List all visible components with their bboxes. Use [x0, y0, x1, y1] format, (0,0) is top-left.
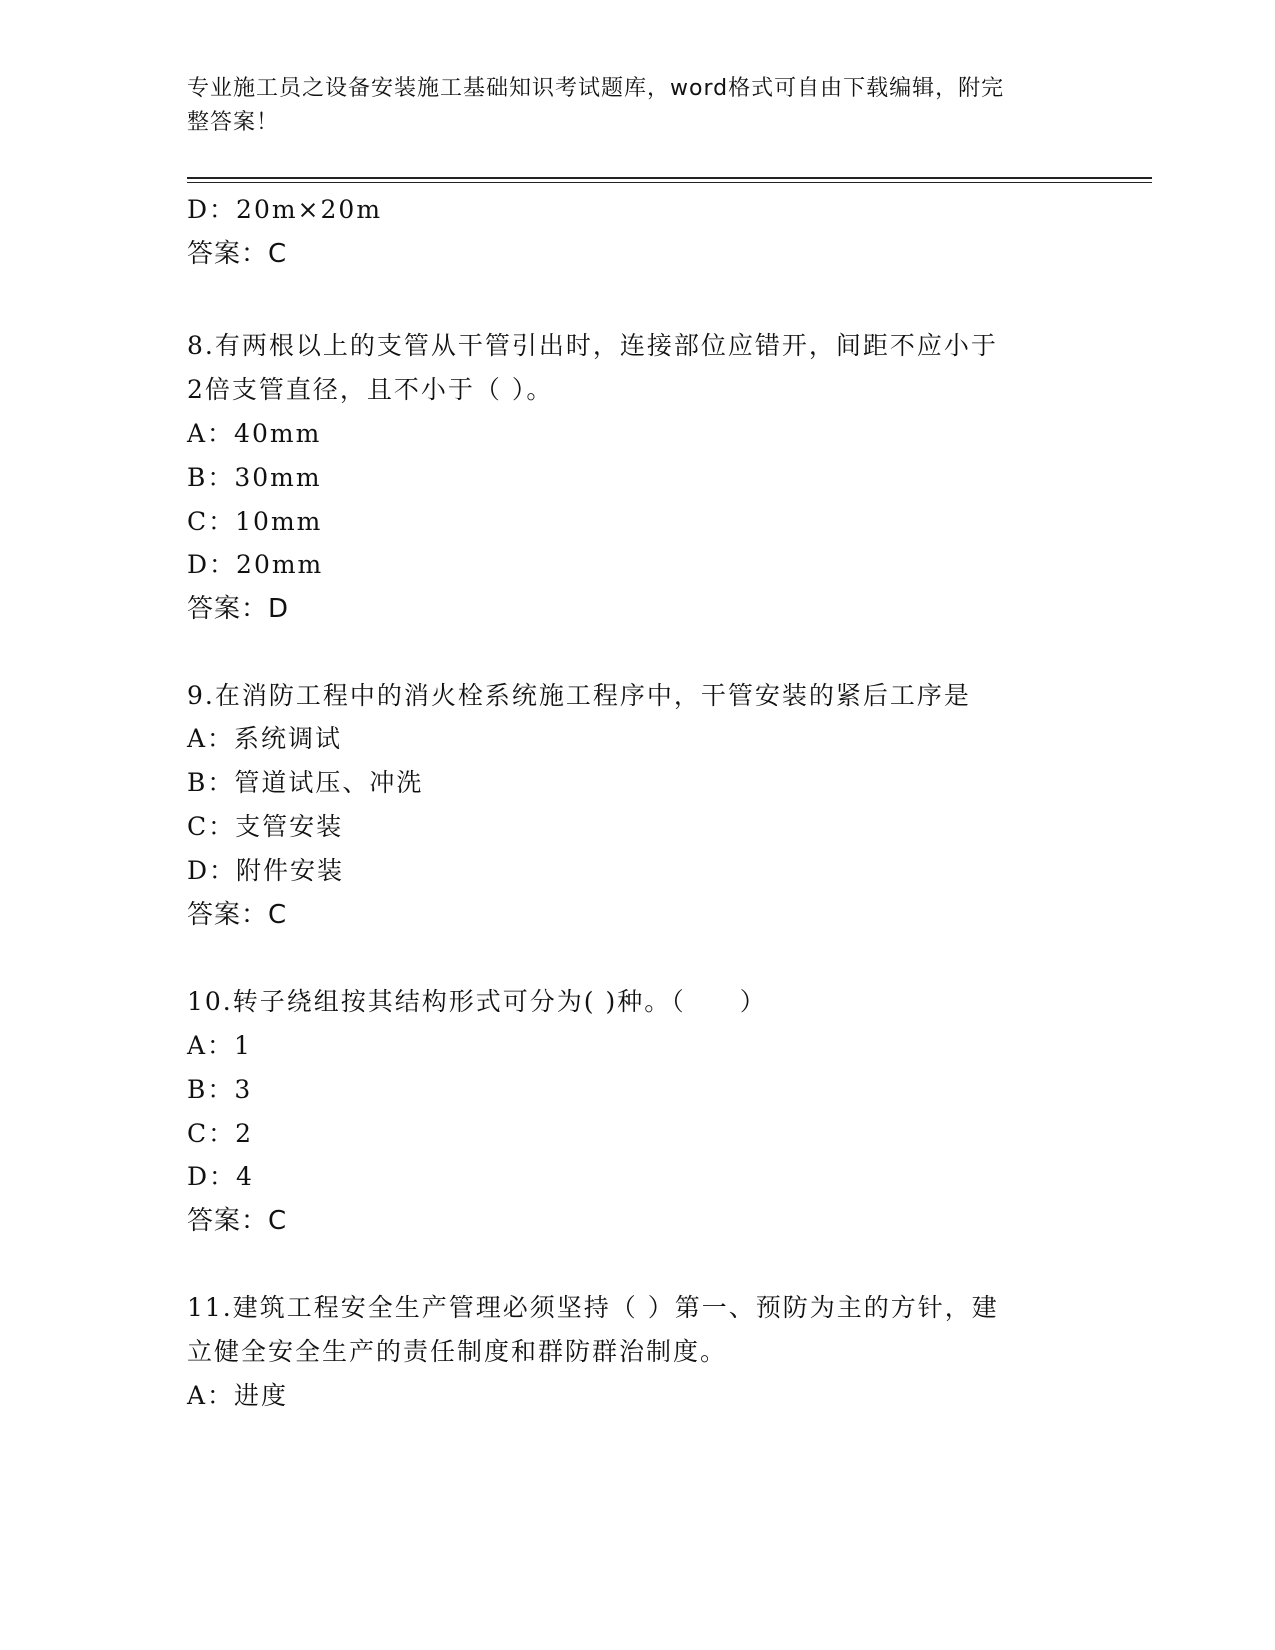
option-a-q8: A：40mm: [187, 419, 322, 448]
question-9: 9.在消防工程中的消火栓系统施工程序中，干管安装的紧后工序是: [187, 681, 971, 710]
question-10: 10.转子绕组按其结构形式可分为( )种。（ ）: [187, 987, 767, 1016]
option-c-q10: C：2: [187, 1119, 254, 1148]
question-11-line-1: 11.建筑工程安全生产管理必须坚持（ ）第一、预防为主的方针，建: [187, 1293, 999, 1322]
option-d-q10: D：4: [187, 1162, 254, 1191]
answer-q7: 答案：C: [187, 239, 288, 269]
option-a-q9: A：系统调试: [187, 724, 343, 753]
answer-q8: 答案：D: [187, 594, 290, 624]
option-d-q9: D：附件安装: [187, 856, 345, 885]
header-divider-thick: [187, 177, 1152, 179]
question-8-line-2: 2倍支管直径，且不小于（ ）。: [187, 375, 554, 404]
page-header: [187, 72, 1087, 140]
header-title-line-1: 专业施工员之设备安装施工基础知识考试题库，word格式可自由下载编辑，附完: [187, 76, 1005, 101]
option-c-q9: C：支管安装: [187, 812, 344, 841]
question-8-line-1: 8.有两根以上的支管从干管引出时，连接部位应错开，间距不应小于: [187, 331, 998, 360]
answer-q9: 答案：C: [187, 900, 288, 930]
option-a-q10: A：1: [187, 1031, 252, 1060]
option-b-q8: B：30mm: [187, 463, 322, 492]
header-title-line-2: 整答案！: [187, 110, 280, 135]
option-d-q8: D：20mm: [187, 550, 324, 579]
answer-q10: 答案：C: [187, 1206, 288, 1236]
option-b-q10: B：3: [187, 1075, 253, 1104]
option-d-q7: D：20m×20m: [187, 195, 383, 224]
option-a-q11: A：进度: [187, 1381, 289, 1410]
option-b-q9: B：管道试压、冲洗: [187, 768, 424, 797]
option-c-q8: C：10mm: [187, 507, 323, 536]
question-11-line-2: 立健全安全生产的责任制度和群防群治制度。: [187, 1337, 728, 1366]
header-divider-thin: [187, 182, 1152, 183]
